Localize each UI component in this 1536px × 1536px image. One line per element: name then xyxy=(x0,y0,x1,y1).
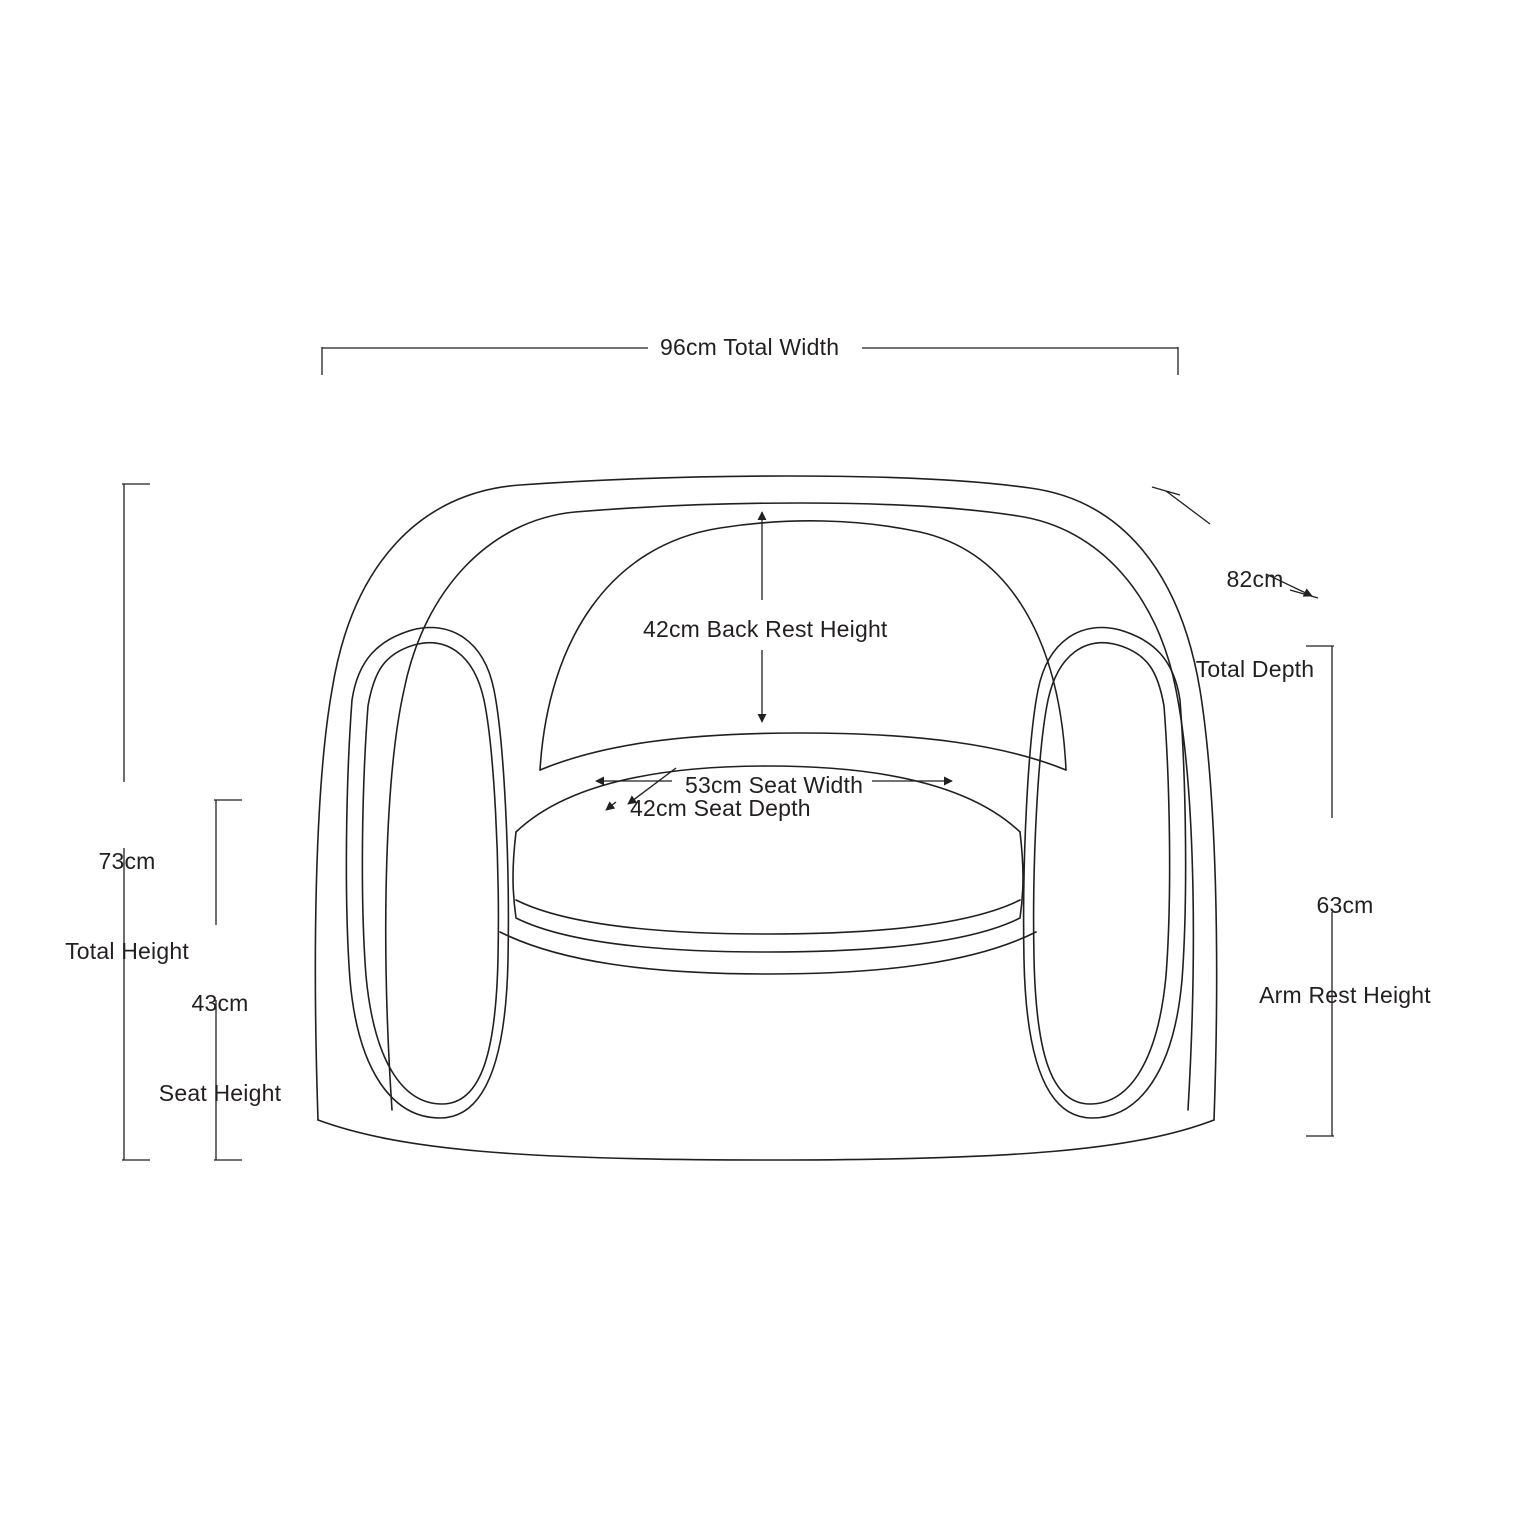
label-arm-rest-height xyxy=(1245,830,1445,1070)
label-seat-height-value: 43cm xyxy=(191,990,249,1016)
label-total-height-value: 73cm xyxy=(98,848,156,874)
label-seat-width: 53cm Seat Width xyxy=(685,772,864,798)
label-total-depth-text: Total Depth xyxy=(1195,656,1315,682)
label-total-height-text: Total Height xyxy=(65,938,189,964)
label-back-rest-height: 42cm Back Rest Height xyxy=(643,616,888,642)
label-total-width: 96cm Total Width xyxy=(660,334,840,360)
label-arm-rest-height-text: Arm Rest Height xyxy=(1259,982,1431,1008)
label-seat-depth: 42cm Seat Depth xyxy=(630,795,811,821)
label-arm-rest-height-value: 63cm xyxy=(1316,892,1374,918)
label-total-depth-value: 82cm xyxy=(1226,566,1284,592)
dimension-lines xyxy=(122,347,1334,1160)
label-total-depth xyxy=(1180,504,1330,744)
label-seat-height xyxy=(150,928,290,1168)
label-seat-height-text: Seat Height xyxy=(158,1080,282,1106)
